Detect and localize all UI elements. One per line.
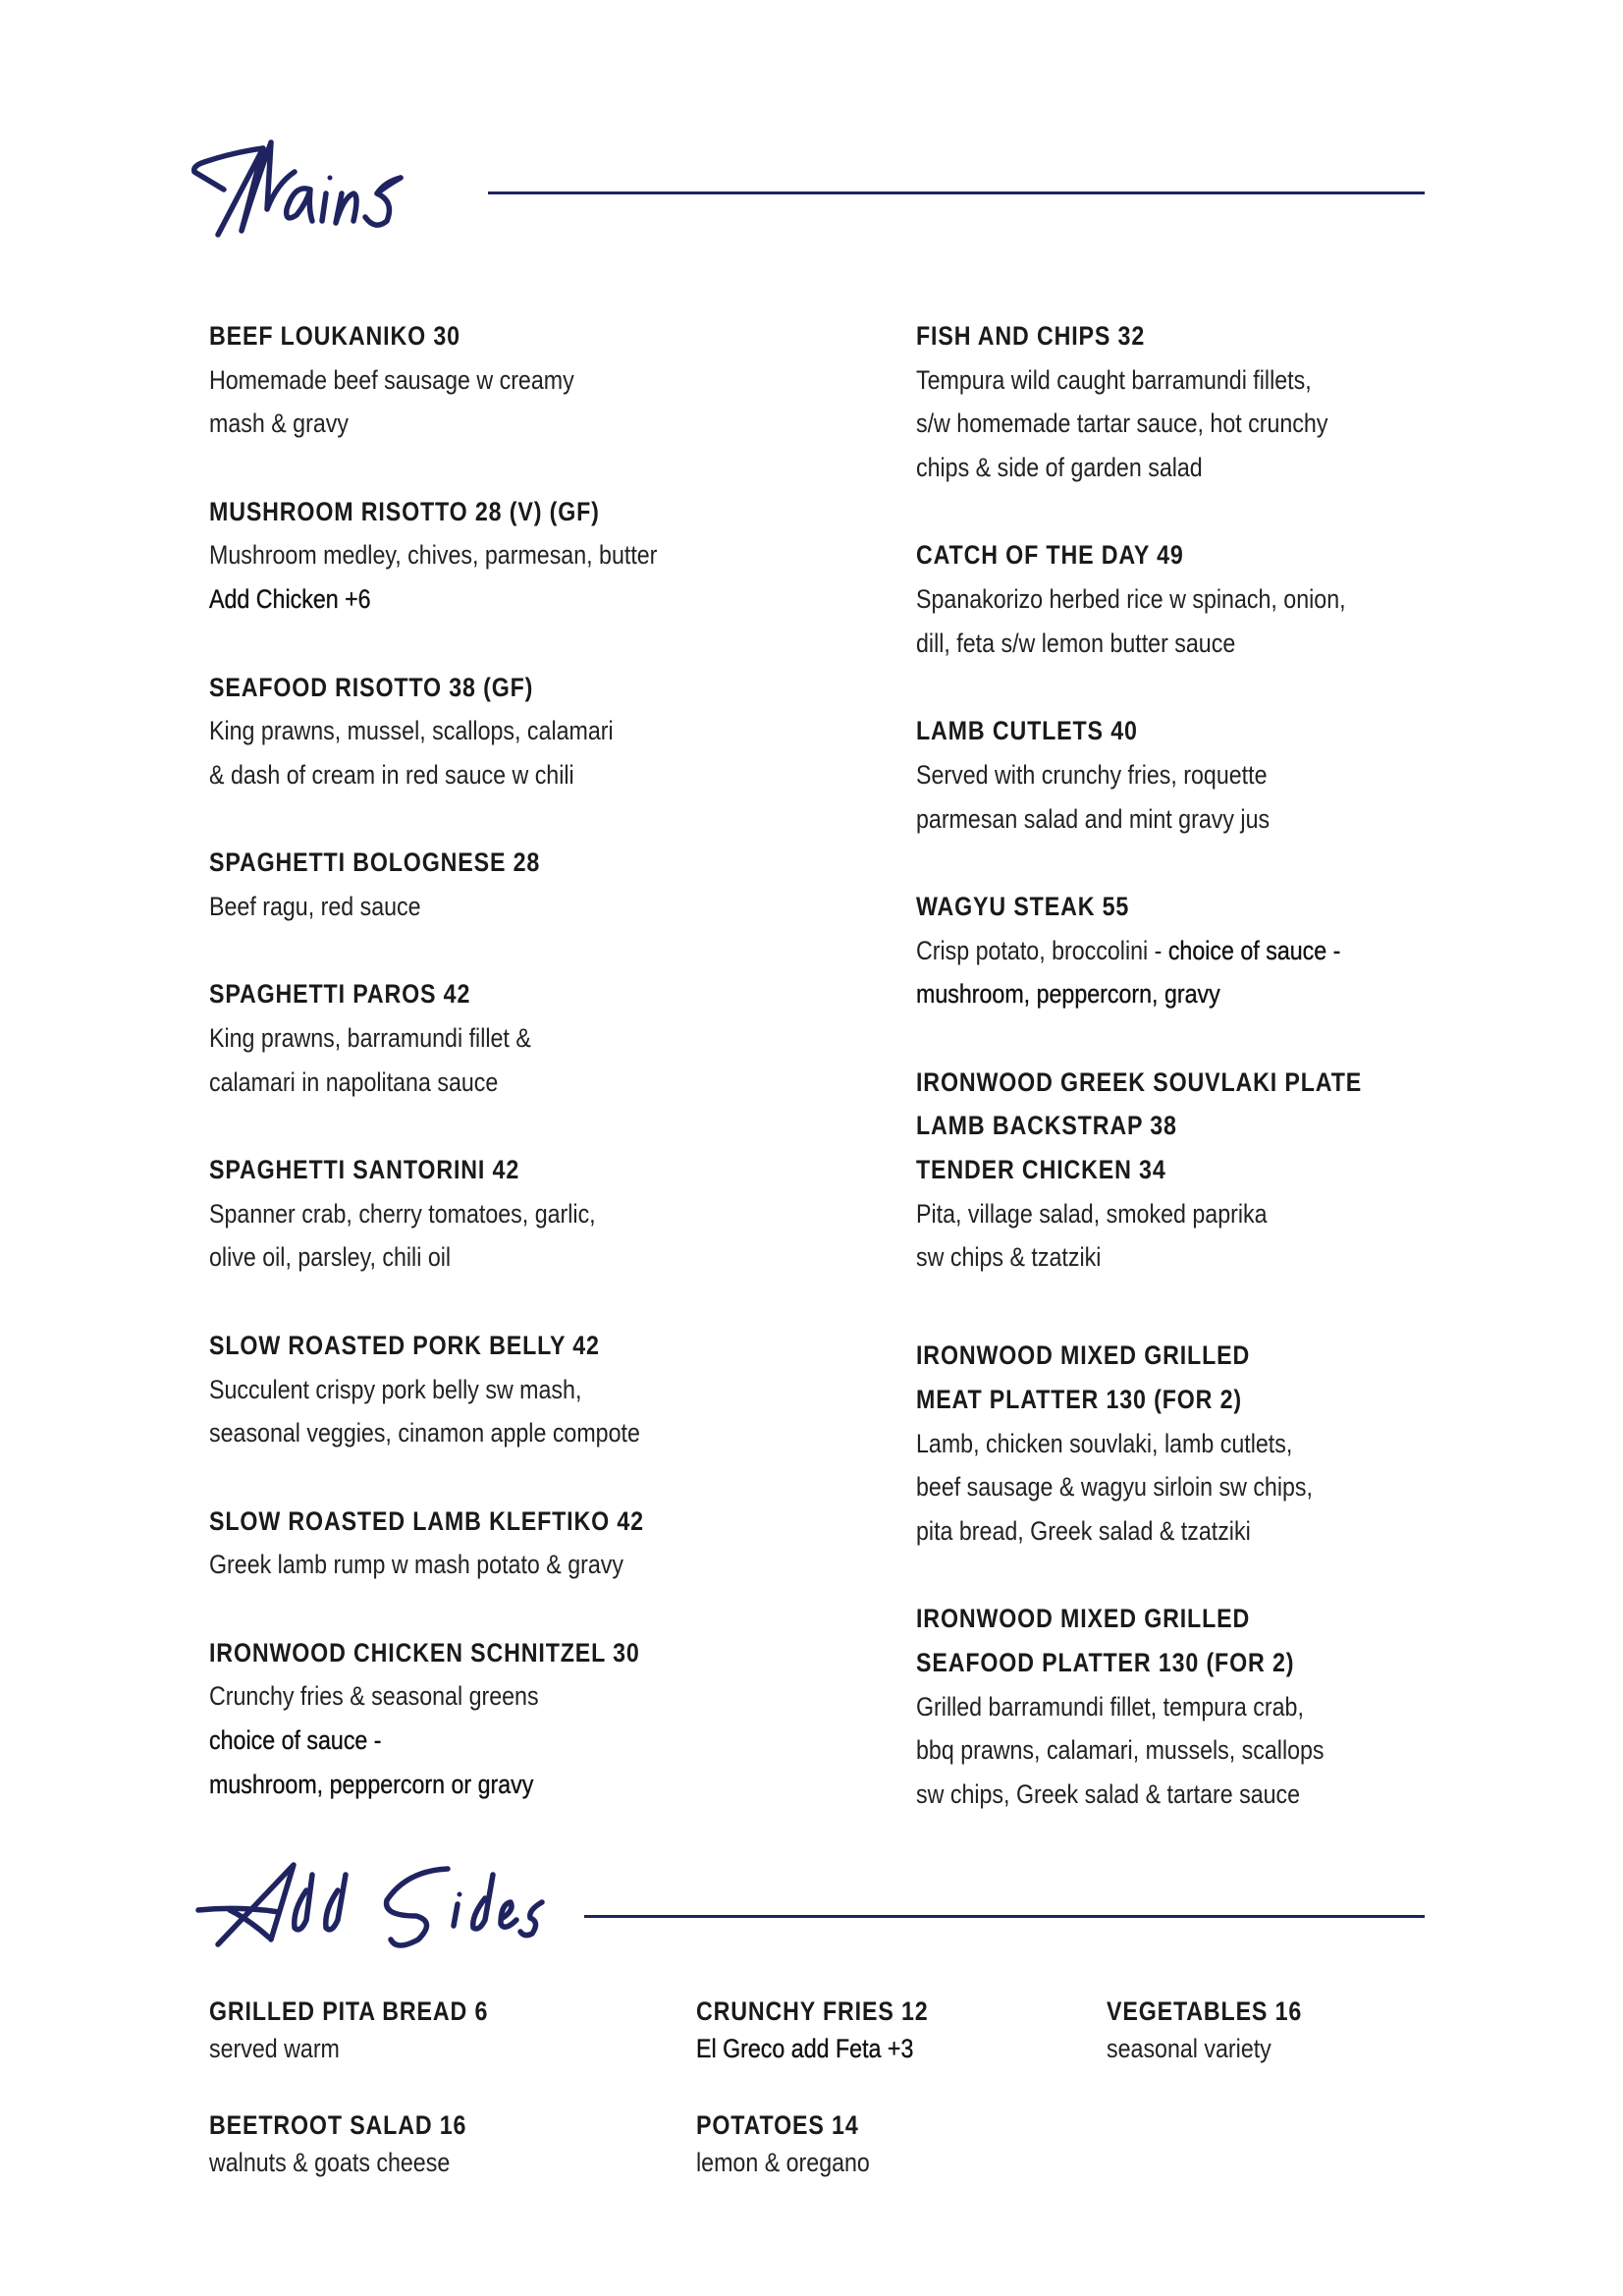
item-description: Spanakorizo herbed rice w spinach, onion,: [916, 584, 1346, 615]
item-description: parmesan salad and mint gravy jus: [916, 803, 1271, 834]
item-description: Spanner crab, cherry tomatoes, garlic,: [209, 1198, 596, 1229]
item-description: seasonal veggies, cinamon apple compote: [209, 1418, 640, 1449]
item-description: calamari in napolitana sauce: [209, 1066, 499, 1097]
item-description: King prawns, barramundi fillet &: [209, 1023, 531, 1053]
item-description: pita bread, Greek salad & tzatziki: [916, 1515, 1251, 1546]
menu-item-souvlaki-plate: [916, 1061, 1466, 1280]
add-sides-script-title: [190, 1861, 554, 1959]
item-sauce-choice: choice of sauce -: [1167, 935, 1341, 965]
item-description: Homemade beef sausage w creamy: [209, 364, 574, 395]
mains-heading: [185, 133, 464, 241]
side-item-beetroot-salad: [209, 2106, 622, 2181]
menu-item-wagyu-steak: [916, 885, 1466, 1016]
mains-left-column: [209, 314, 838, 1850]
menu-item-fish-and-chips: [916, 314, 1466, 490]
side-item-description: walnuts & goats cheese: [209, 2148, 451, 2177]
mains-script-title: [185, 133, 464, 241]
side-item-title: VEGETABLES 16: [1107, 1996, 1303, 2026]
item-title: IRONWOOD GREEK SOUVLAKI PLATE: [916, 1066, 1363, 1097]
item-sauce-options: mushroom, peppercorn or gravy: [209, 1769, 534, 1799]
item-description: sw chips, Greek salad & tartare sauce: [916, 1779, 1301, 1809]
side-item-grilled-pita-bread: [209, 1993, 622, 2067]
item-sauce-options: mushroom, peppercorn, gravy: [916, 979, 1220, 1010]
item-description: Lamb, chicken souvlaki, lamb cutlets,: [916, 1428, 1293, 1458]
item-description: Tempura wild caught barramundi fillets,: [916, 364, 1312, 395]
item-description: Greek lamb rump w mash potato & gravy: [209, 1550, 624, 1580]
item-title: SEAFOOD PLATTER 130 (FOR 2): [916, 1647, 1295, 1677]
item-description: & dash of cream in red sauce w chili: [209, 759, 574, 790]
menu-item-spaghetti-santorini: [209, 1148, 838, 1280]
menu-item-mushroom-risotto: [209, 490, 838, 622]
menu-item-pork-belly: [209, 1324, 838, 1455]
side-item-title: BEETROOT SALAD 16: [209, 2110, 467, 2140]
item-description: Succulent crispy pork belly sw mash,: [209, 1374, 582, 1404]
sides-column-2: [696, 1993, 1069, 2220]
side-item-title: GRILLED PITA BREAD 6: [209, 1996, 489, 2026]
item-title: SEAFOOD RISOTTO 38 (GF): [209, 672, 534, 702]
item-description: Beef ragu, red sauce: [209, 891, 421, 921]
item-title: IRONWOOD MIXED GRILLED: [916, 1604, 1251, 1634]
item-description: s/w homemade tartar sauce, hot crunchy: [916, 409, 1328, 439]
menu-item-lamb-cutlets: [916, 709, 1466, 841]
sides-heading: [190, 1861, 554, 1959]
side-item-title: CRUNCHY FRIES 12: [696, 1996, 929, 2026]
item-addon: Add Chicken +6: [209, 584, 371, 615]
side-item-title: POTATOES 14: [696, 2110, 859, 2140]
side-item-description: served warm: [209, 2034, 340, 2063]
item-title: BEEF LOUKANIKO 30: [209, 321, 460, 351]
side-item-description: lemon & oregano: [696, 2148, 870, 2177]
menu-item-seafood-platter: [916, 1597, 1466, 1816]
item-title: SPAGHETTI BOLOGNESE 28: [209, 847, 541, 878]
item-title: SLOW ROASTED PORK BELLY 42: [209, 1330, 600, 1360]
side-item-crunchy-fries: [696, 1993, 1069, 2067]
item-description: bbq prawns, calamari, mussels, scallops: [916, 1735, 1325, 1766]
item-description: sw chips & tzatziki: [916, 1242, 1102, 1273]
item-description: Served with crunchy fries, roquette: [916, 759, 1268, 790]
item-title: FISH AND CHIPS 32: [916, 321, 1146, 351]
item-description: Pita, village salad, smoked paprika: [916, 1198, 1268, 1229]
menu-item-spaghetti-bolognese: [209, 841, 838, 928]
menu-item-lamb-kleftiko: [209, 1500, 838, 1587]
item-description: King prawns, mussel, scallops, calamari: [209, 716, 614, 746]
item-title: MEAT PLATTER 130 (FOR 2): [916, 1384, 1242, 1414]
item-description-regular: Crisp potato, broccolini -: [916, 935, 1168, 965]
side-item-addon: El Greco add Feta +3: [696, 2034, 914, 2063]
sides-column-1: [209, 1993, 622, 2220]
menu-item-chicken-schnitzel: [209, 1631, 838, 1807]
mains-right-column: [916, 314, 1466, 1860]
item-title: SPAGHETTI SANTORINI 42: [209, 1155, 520, 1185]
menu-item-seafood-risotto: [209, 666, 838, 797]
item-title-option: TENDER CHICKEN 34: [916, 1155, 1166, 1185]
item-title: SPAGHETTI PAROS 42: [209, 979, 471, 1010]
item-title: WAGYU STEAK 55: [916, 891, 1130, 921]
item-title: MUSHROOM RISOTTO 28 (V) (GF): [209, 496, 600, 526]
side-item-potatoes: [696, 2106, 1069, 2181]
item-title-option: LAMB BACKSTRAP 38: [916, 1111, 1177, 1141]
menu-item-spaghetti-paros: [209, 972, 838, 1104]
item-sauce-choice: choice of sauce -: [209, 1725, 382, 1755]
item-description: mash & gravy: [209, 409, 349, 439]
sides-divider-line: [584, 1915, 1425, 1918]
item-description: [916, 929, 1389, 973]
item-description: Mushroom medley, chives, parmesan, butter: [209, 540, 658, 571]
item-description: Crunchy fries & seasonal greens: [209, 1681, 539, 1712]
item-title: IRONWOOD CHICKEN SCHNITZEL 30: [209, 1637, 640, 1667]
item-description: dill, feta s/w lemon butter sauce: [916, 628, 1236, 658]
item-title: LAMB CUTLETS 40: [916, 716, 1138, 746]
item-description: olive oil, parsley, chili oil: [209, 1242, 452, 1273]
item-description: beef sausage & wagyu sirloin sw chips,: [916, 1472, 1313, 1503]
side-item-vegetables: [1107, 1993, 1431, 2067]
menu-item-meat-platter: [916, 1334, 1466, 1553]
item-title: SLOW ROASTED LAMB KLEFTIKO 42: [209, 1505, 644, 1536]
item-description: chips & side of garden salad: [916, 453, 1203, 483]
menu-item-beef-loukaniko: [209, 314, 838, 446]
item-description: Grilled barramundi fillet, tempura crab,: [916, 1691, 1304, 1722]
sides-column-3: [1107, 1993, 1431, 2106]
mains-divider-line: [488, 191, 1425, 194]
item-title: IRONWOOD MIXED GRILLED: [916, 1340, 1251, 1371]
side-item-description: seasonal variety: [1107, 2034, 1271, 2063]
menu-item-catch-of-the-day: [916, 533, 1466, 665]
item-title: CATCH OF THE DAY 49: [916, 540, 1184, 571]
